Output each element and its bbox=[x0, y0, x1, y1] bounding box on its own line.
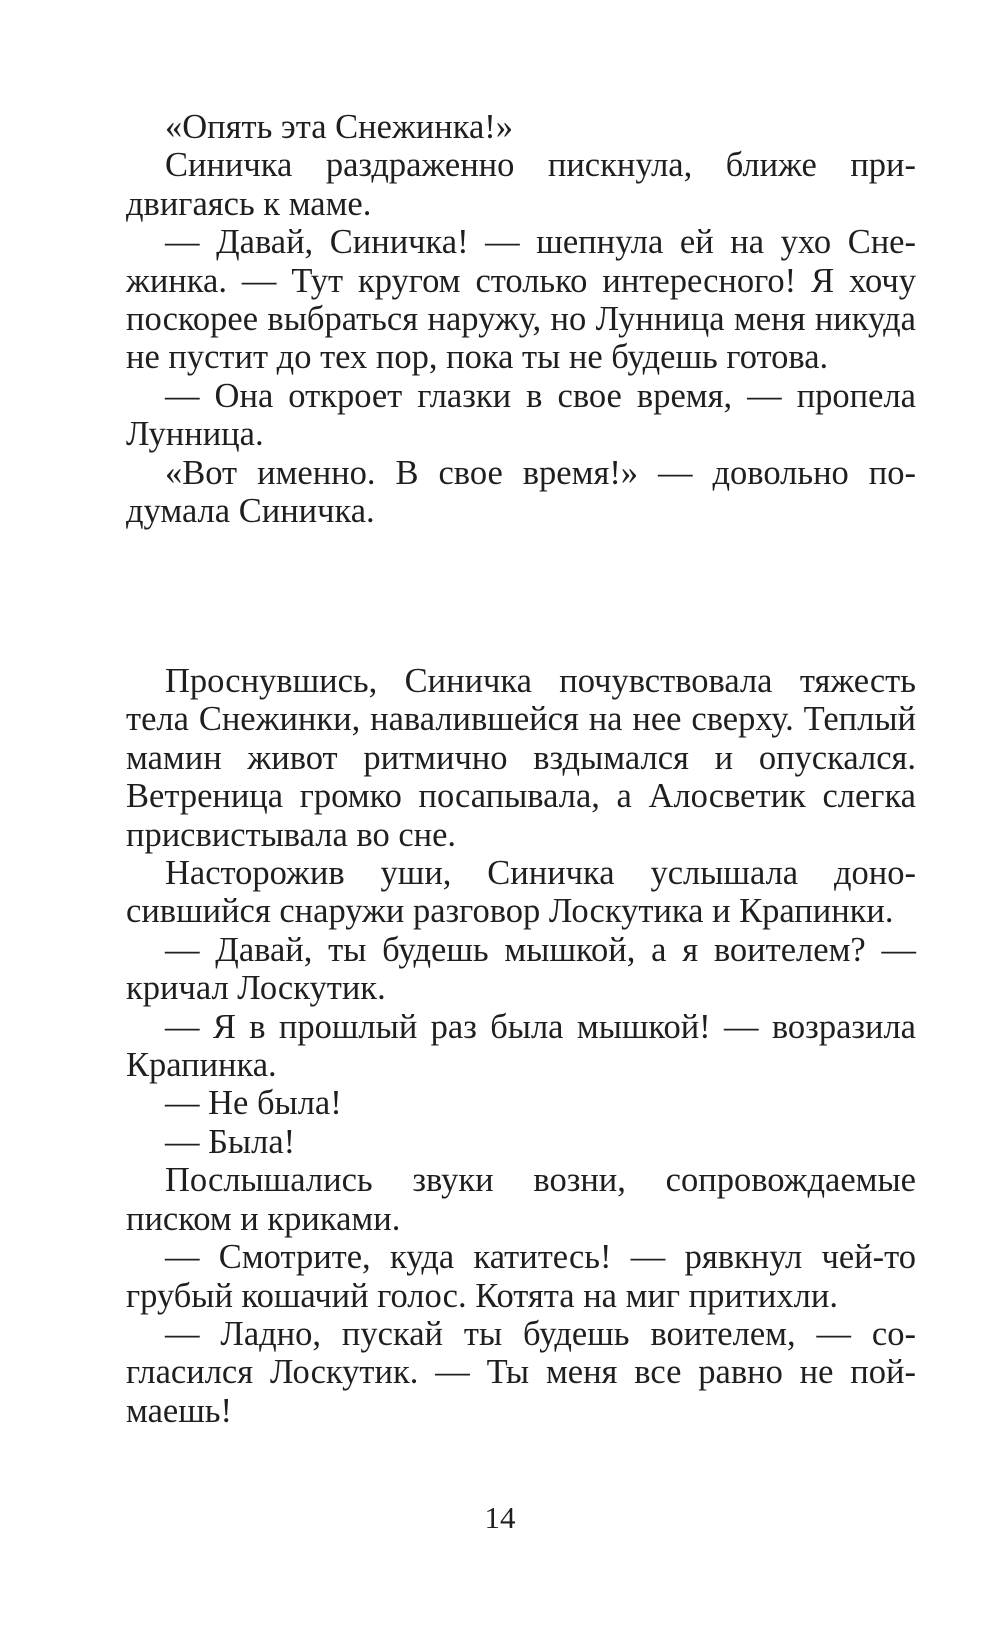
paragraph: Синичка раздраженно пискнула, ближе придвигаясь к маме. bbox=[126, 146, 916, 223]
paragraph: «Вот именно. В свое время!» — довольно подумала Синичка. bbox=[126, 453, 916, 531]
page-number: 14 bbox=[484, 1500, 516, 1535]
paragraph: — Ладно, пускай ты будешь воителем, — согласился Лоскутик. — Ты меня все равно не поймаешь! bbox=[126, 1314, 916, 1430]
paragraph: — Давай, ты будешь мышкой, а я воителем? — кричал Лоскутик. bbox=[126, 930, 916, 1008]
paragraph: — Давай, Синичка! — шепнула ей на ухо Снежинка. — Тут кругом столько интересного! Я хочу поскорее выбраться наружу, но Лунница меня никуда не пустит до тех пор, пока ты не будешь готова. bbox=[126, 223, 916, 377]
paragraph: — Смотрите, куда катитесь! — рявкнул чей-то грубый кошачий голос. Котята на миг притихли. bbox=[126, 1238, 916, 1315]
paragraph: — Была! bbox=[165, 1122, 296, 1161]
paragraph: — Не была! bbox=[165, 1084, 342, 1123]
paragraph: «Опять эта Снежинка!» bbox=[165, 108, 514, 146]
paragraph: Насторожив уши, Синичка услышала доносившийся снаружи разговор Лоскутика и Крапинки. bbox=[126, 854, 916, 931]
text-section-2 bbox=[126, 662, 916, 1430]
text-section-1 bbox=[126, 108, 916, 530]
paragraph: Проснувшись, Синичка почувствовала тяжесть тела Снежинки, навалившейся на нее сверху. Теплый мамин живот ритмично вздымался и опускался. Ветреница громко посапывала, а Алосветик слегка присвистывала во сне. bbox=[126, 662, 916, 854]
paragraph: — Она откроет глазки в свое время, — пропела Лунница. bbox=[126, 376, 916, 454]
paragraph: — Я в прошлый раз была мышкой! — возразила Крапинка. bbox=[126, 1007, 916, 1085]
paragraph: Послышались звуки возни, сопровождаемые писком и криками. bbox=[126, 1161, 916, 1238]
